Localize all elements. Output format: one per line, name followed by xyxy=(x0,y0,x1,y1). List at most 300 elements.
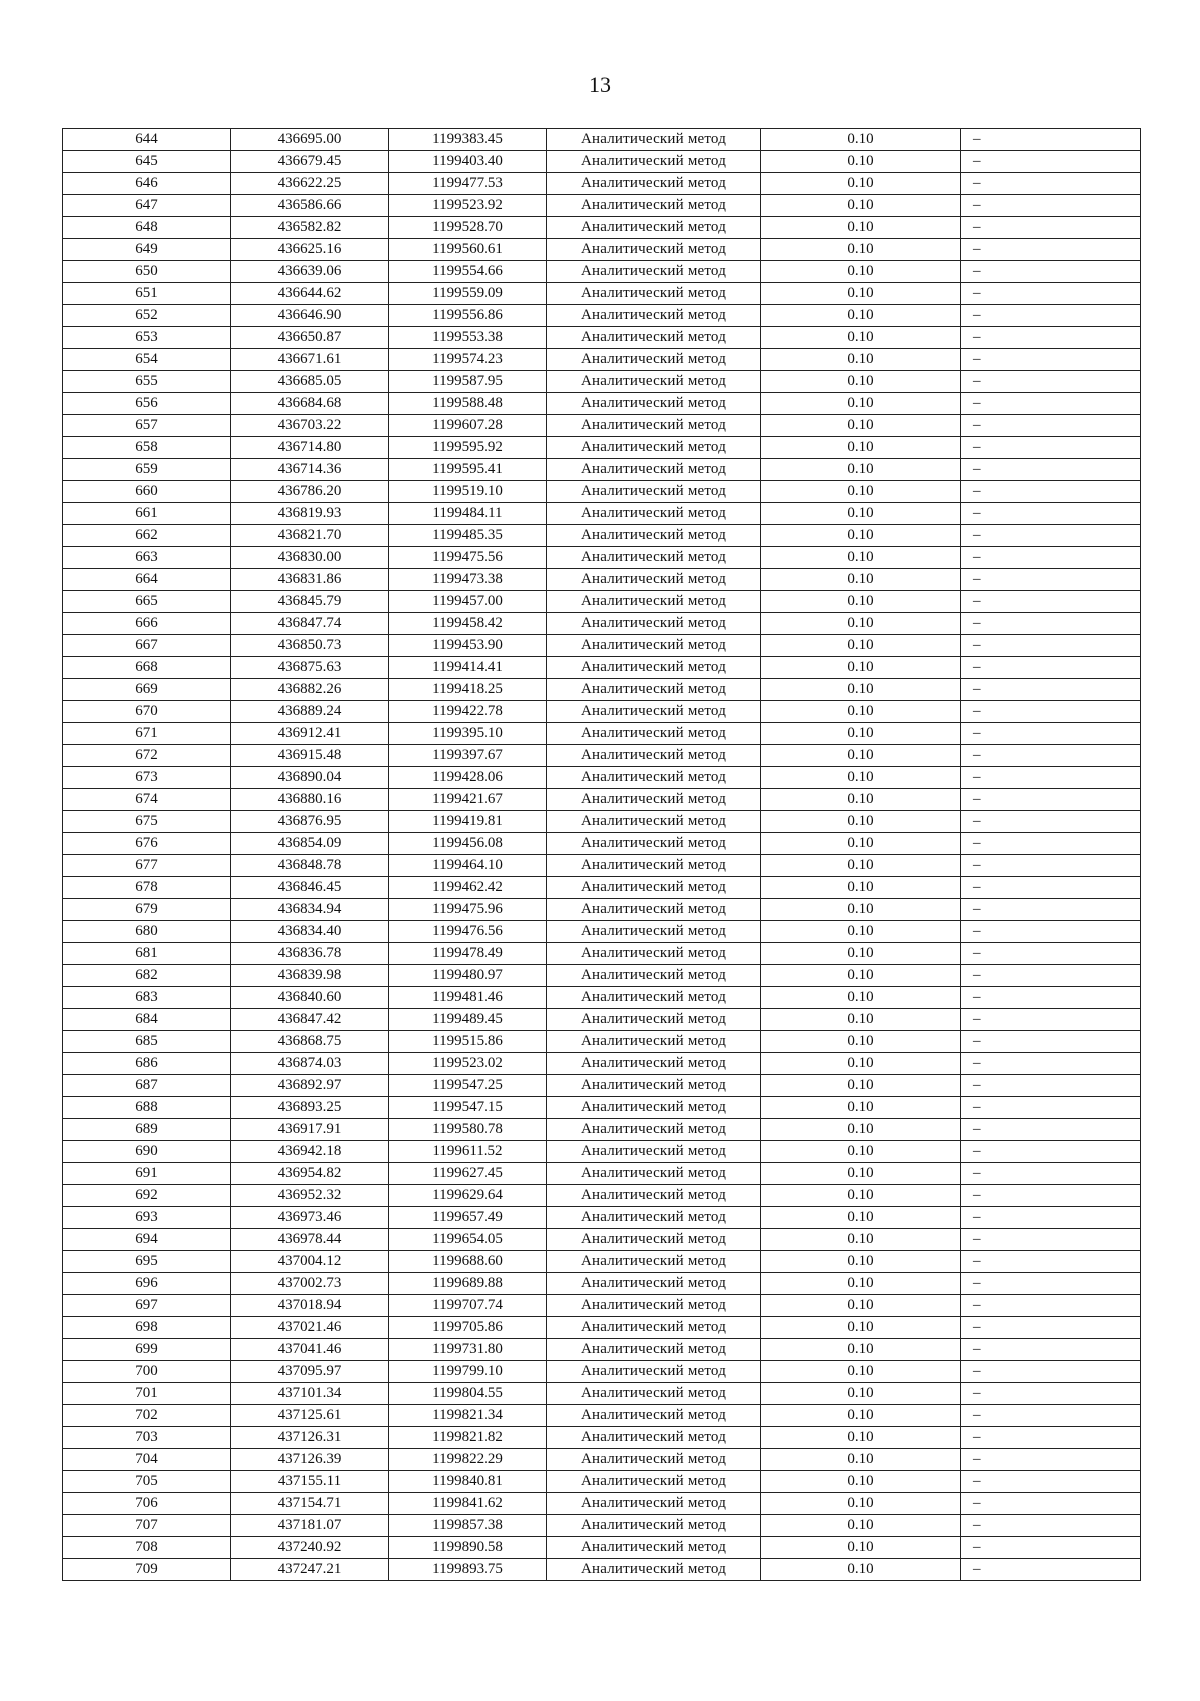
table-row xyxy=(63,195,1141,217)
y-coordinate-cell: 1199654.05 xyxy=(389,1229,547,1251)
table-row xyxy=(63,1207,1141,1229)
note-cell: – xyxy=(961,327,1141,349)
point-number-cell: 690 xyxy=(63,1141,231,1163)
method-cell: Аналитический метод xyxy=(547,1053,761,1075)
method-cell: Аналитический метод xyxy=(547,481,761,503)
point-number-cell: 665 xyxy=(63,591,231,613)
accuracy-cell: 0.10 xyxy=(761,987,961,1009)
method-cell: Аналитический метод xyxy=(547,1141,761,1163)
method-cell: Аналитический метод xyxy=(547,833,761,855)
x-coordinate-cell: 436695.00 xyxy=(231,129,389,151)
method-cell: Аналитический метод xyxy=(547,1559,761,1581)
table-row xyxy=(63,459,1141,481)
method-cell: Аналитический метод xyxy=(547,745,761,767)
method-cell: Аналитический метод xyxy=(547,855,761,877)
x-coordinate-cell: 436876.95 xyxy=(231,811,389,833)
x-coordinate-cell: 436840.60 xyxy=(231,987,389,1009)
point-number-cell: 688 xyxy=(63,1097,231,1119)
table-row xyxy=(63,327,1141,349)
x-coordinate-cell: 436917.91 xyxy=(231,1119,389,1141)
method-cell: Аналитический метод xyxy=(547,1427,761,1449)
x-coordinate-cell: 437095.97 xyxy=(231,1361,389,1383)
point-number-cell: 691 xyxy=(63,1163,231,1185)
note-cell: – xyxy=(961,173,1141,195)
note-cell: – xyxy=(961,701,1141,723)
x-coordinate-cell: 437154.71 xyxy=(231,1493,389,1515)
x-coordinate-cell: 436893.25 xyxy=(231,1097,389,1119)
x-coordinate-cell: 436978.44 xyxy=(231,1229,389,1251)
note-cell: – xyxy=(961,855,1141,877)
point-number-cell: 675 xyxy=(63,811,231,833)
point-number-cell: 697 xyxy=(63,1295,231,1317)
table-row xyxy=(63,217,1141,239)
table-row xyxy=(63,1361,1141,1383)
y-coordinate-cell: 1199523.02 xyxy=(389,1053,547,1075)
y-coordinate-cell: 1199475.96 xyxy=(389,899,547,921)
method-cell: Аналитический метод xyxy=(547,1273,761,1295)
y-coordinate-cell: 1199822.29 xyxy=(389,1449,547,1471)
x-coordinate-cell: 436821.70 xyxy=(231,525,389,547)
table-row xyxy=(63,1493,1141,1515)
method-cell: Аналитический метод xyxy=(547,767,761,789)
note-cell: – xyxy=(961,943,1141,965)
accuracy-cell: 0.10 xyxy=(761,1163,961,1185)
point-number-cell: 680 xyxy=(63,921,231,943)
x-coordinate-cell: 436847.74 xyxy=(231,613,389,635)
accuracy-cell: 0.10 xyxy=(761,437,961,459)
x-coordinate-cell: 436892.97 xyxy=(231,1075,389,1097)
y-coordinate-cell: 1199519.10 xyxy=(389,481,547,503)
table-row xyxy=(63,635,1141,657)
x-coordinate-cell: 436679.45 xyxy=(231,151,389,173)
method-cell: Аналитический метод xyxy=(547,459,761,481)
accuracy-cell: 0.10 xyxy=(761,635,961,657)
y-coordinate-cell: 1199689.88 xyxy=(389,1273,547,1295)
note-cell: – xyxy=(961,591,1141,613)
y-coordinate-cell: 1199731.80 xyxy=(389,1339,547,1361)
note-cell: – xyxy=(961,1537,1141,1559)
x-coordinate-cell: 436671.61 xyxy=(231,349,389,371)
accuracy-cell: 0.10 xyxy=(761,239,961,261)
y-coordinate-cell: 1199528.70 xyxy=(389,217,547,239)
table-row xyxy=(63,1559,1141,1581)
table-row xyxy=(63,591,1141,613)
note-cell: – xyxy=(961,1075,1141,1097)
point-number-cell: 672 xyxy=(63,745,231,767)
point-number-cell: 692 xyxy=(63,1185,231,1207)
y-coordinate-cell: 1199418.25 xyxy=(389,679,547,701)
method-cell: Аналитический метод xyxy=(547,1075,761,1097)
y-coordinate-cell: 1199457.00 xyxy=(389,591,547,613)
point-number-cell: 667 xyxy=(63,635,231,657)
table-row xyxy=(63,679,1141,701)
x-coordinate-cell: 436714.36 xyxy=(231,459,389,481)
accuracy-cell: 0.10 xyxy=(761,151,961,173)
point-number-cell: 650 xyxy=(63,261,231,283)
accuracy-cell: 0.10 xyxy=(761,1405,961,1427)
y-coordinate-cell: 1199453.90 xyxy=(389,635,547,657)
method-cell: Аналитический метод xyxy=(547,1185,761,1207)
point-number-cell: 698 xyxy=(63,1317,231,1339)
x-coordinate-cell: 436854.09 xyxy=(231,833,389,855)
point-number-cell: 676 xyxy=(63,833,231,855)
method-cell: Аналитический метод xyxy=(547,503,761,525)
method-cell: Аналитический метод xyxy=(547,1471,761,1493)
note-cell: – xyxy=(961,833,1141,855)
accuracy-cell: 0.10 xyxy=(761,1273,961,1295)
y-coordinate-cell: 1199397.67 xyxy=(389,745,547,767)
table-row xyxy=(63,1075,1141,1097)
method-cell: Аналитический метод xyxy=(547,679,761,701)
table-row xyxy=(63,349,1141,371)
x-coordinate-cell: 436845.79 xyxy=(231,591,389,613)
accuracy-cell: 0.10 xyxy=(761,1207,961,1229)
note-cell: – xyxy=(961,1229,1141,1251)
y-coordinate-cell: 1199456.08 xyxy=(389,833,547,855)
x-coordinate-cell: 436915.48 xyxy=(231,745,389,767)
point-number-cell: 704 xyxy=(63,1449,231,1471)
method-cell: Аналитический метод xyxy=(547,965,761,987)
x-coordinate-cell: 436834.94 xyxy=(231,899,389,921)
method-cell: Аналитический метод xyxy=(547,635,761,657)
x-coordinate-cell: 436831.86 xyxy=(231,569,389,591)
note-cell: – xyxy=(961,217,1141,239)
note-cell: – xyxy=(961,1251,1141,1273)
note-cell: – xyxy=(961,547,1141,569)
accuracy-cell: 0.10 xyxy=(761,921,961,943)
accuracy-cell: 0.10 xyxy=(761,767,961,789)
table-row xyxy=(63,525,1141,547)
table-row xyxy=(63,239,1141,261)
x-coordinate-cell: 437240.92 xyxy=(231,1537,389,1559)
y-coordinate-cell: 1199414.41 xyxy=(389,657,547,679)
method-cell: Аналитический метод xyxy=(547,327,761,349)
method-cell: Аналитический метод xyxy=(547,943,761,965)
y-coordinate-cell: 1199688.60 xyxy=(389,1251,547,1273)
y-coordinate-cell: 1199580.78 xyxy=(389,1119,547,1141)
x-coordinate-cell: 436890.04 xyxy=(231,767,389,789)
method-cell: Аналитический метод xyxy=(547,1493,761,1515)
note-cell: – xyxy=(961,1031,1141,1053)
x-coordinate-cell: 436954.82 xyxy=(231,1163,389,1185)
y-coordinate-cell: 1199559.09 xyxy=(389,283,547,305)
point-number-cell: 659 xyxy=(63,459,231,481)
point-number-cell: 648 xyxy=(63,217,231,239)
note-cell: – xyxy=(961,349,1141,371)
x-coordinate-cell: 436703.22 xyxy=(231,415,389,437)
note-cell: – xyxy=(961,503,1141,525)
accuracy-cell: 0.10 xyxy=(761,415,961,437)
method-cell: Аналитический метод xyxy=(547,305,761,327)
note-cell: – xyxy=(961,921,1141,943)
note-cell: – xyxy=(961,987,1141,1009)
y-coordinate-cell: 1199458.42 xyxy=(389,613,547,635)
note-cell: – xyxy=(961,1119,1141,1141)
point-number-cell: 709 xyxy=(63,1559,231,1581)
method-cell: Аналитический метод xyxy=(547,1251,761,1273)
point-number-cell: 660 xyxy=(63,481,231,503)
point-number-cell: 696 xyxy=(63,1273,231,1295)
x-coordinate-cell: 436952.32 xyxy=(231,1185,389,1207)
point-number-cell: 686 xyxy=(63,1053,231,1075)
table-row xyxy=(63,503,1141,525)
method-cell: Аналитический метод xyxy=(547,1515,761,1537)
y-coordinate-cell: 1199595.41 xyxy=(389,459,547,481)
x-coordinate-cell: 437155.11 xyxy=(231,1471,389,1493)
point-number-cell: 664 xyxy=(63,569,231,591)
table-row xyxy=(63,1273,1141,1295)
x-coordinate-cell: 436685.05 xyxy=(231,371,389,393)
y-coordinate-cell: 1199547.15 xyxy=(389,1097,547,1119)
table-row xyxy=(63,283,1141,305)
method-cell: Аналитический метод xyxy=(547,1229,761,1251)
method-cell: Аналитический метод xyxy=(547,1031,761,1053)
method-cell: Аналитический метод xyxy=(547,173,761,195)
table-row xyxy=(63,1471,1141,1493)
y-coordinate-cell: 1199462.42 xyxy=(389,877,547,899)
point-number-cell: 685 xyxy=(63,1031,231,1053)
accuracy-cell: 0.10 xyxy=(761,1559,961,1581)
x-coordinate-cell: 436874.03 xyxy=(231,1053,389,1075)
point-number-cell: 706 xyxy=(63,1493,231,1515)
accuracy-cell: 0.10 xyxy=(761,1229,961,1251)
note-cell: – xyxy=(961,811,1141,833)
accuracy-cell: 0.10 xyxy=(761,305,961,327)
y-coordinate-cell: 1199657.49 xyxy=(389,1207,547,1229)
accuracy-cell: 0.10 xyxy=(761,547,961,569)
accuracy-cell: 0.10 xyxy=(761,1031,961,1053)
accuracy-cell: 0.10 xyxy=(761,613,961,635)
accuracy-cell: 0.10 xyxy=(761,481,961,503)
table-row xyxy=(63,767,1141,789)
point-number-cell: 662 xyxy=(63,525,231,547)
accuracy-cell: 0.10 xyxy=(761,1449,961,1471)
table-body xyxy=(63,129,1141,1581)
method-cell: Аналитический метод xyxy=(547,393,761,415)
point-number-cell: 651 xyxy=(63,283,231,305)
y-coordinate-cell: 1199395.10 xyxy=(389,723,547,745)
method-cell: Аналитический метод xyxy=(547,569,761,591)
x-coordinate-cell: 437021.46 xyxy=(231,1317,389,1339)
method-cell: Аналитический метод xyxy=(547,151,761,173)
accuracy-cell: 0.10 xyxy=(761,1361,961,1383)
accuracy-cell: 0.10 xyxy=(761,1427,961,1449)
accuracy-cell: 0.10 xyxy=(761,1295,961,1317)
note-cell: – xyxy=(961,415,1141,437)
table-row xyxy=(63,1295,1141,1317)
method-cell: Аналитический метод xyxy=(547,283,761,305)
table-row xyxy=(63,1449,1141,1471)
table-row xyxy=(63,1141,1141,1163)
note-cell: – xyxy=(961,305,1141,327)
coordinates-table xyxy=(62,128,1141,1581)
point-number-cell: 705 xyxy=(63,1471,231,1493)
table-row xyxy=(63,877,1141,899)
x-coordinate-cell: 436830.00 xyxy=(231,547,389,569)
y-coordinate-cell: 1199595.92 xyxy=(389,437,547,459)
table-row xyxy=(63,1163,1141,1185)
method-cell: Аналитический метод xyxy=(547,1339,761,1361)
table-row xyxy=(63,899,1141,921)
point-number-cell: 661 xyxy=(63,503,231,525)
note-cell: – xyxy=(961,1009,1141,1031)
accuracy-cell: 0.10 xyxy=(761,283,961,305)
x-coordinate-cell: 436836.78 xyxy=(231,943,389,965)
method-cell: Аналитический метод xyxy=(547,921,761,943)
x-coordinate-cell: 436622.25 xyxy=(231,173,389,195)
page-number: 13 xyxy=(589,72,611,97)
point-number-cell: 707 xyxy=(63,1515,231,1537)
method-cell: Аналитический метод xyxy=(547,129,761,151)
point-number-cell: 671 xyxy=(63,723,231,745)
table-row xyxy=(63,789,1141,811)
accuracy-cell: 0.10 xyxy=(761,503,961,525)
note-cell: – xyxy=(961,1471,1141,1493)
method-cell: Аналитический метод xyxy=(547,1317,761,1339)
accuracy-cell: 0.10 xyxy=(761,789,961,811)
table-row xyxy=(63,855,1141,877)
table-row xyxy=(63,987,1141,1009)
table-row xyxy=(63,1317,1141,1339)
accuracy-cell: 0.10 xyxy=(761,745,961,767)
note-cell: – xyxy=(961,1053,1141,1075)
x-coordinate-cell: 436847.42 xyxy=(231,1009,389,1031)
point-number-cell: 684 xyxy=(63,1009,231,1031)
note-cell: – xyxy=(961,195,1141,217)
y-coordinate-cell: 1199383.45 xyxy=(389,129,547,151)
x-coordinate-cell: 437125.61 xyxy=(231,1405,389,1427)
point-number-cell: 695 xyxy=(63,1251,231,1273)
accuracy-cell: 0.10 xyxy=(761,525,961,547)
table-row xyxy=(63,1185,1141,1207)
note-cell: – xyxy=(961,459,1141,481)
point-number-cell: 652 xyxy=(63,305,231,327)
y-coordinate-cell: 1199553.38 xyxy=(389,327,547,349)
method-cell: Аналитический метод xyxy=(547,1361,761,1383)
method-cell: Аналитический метод xyxy=(547,437,761,459)
accuracy-cell: 0.10 xyxy=(761,657,961,679)
point-number-cell: 702 xyxy=(63,1405,231,1427)
method-cell: Аналитический метод xyxy=(547,415,761,437)
x-coordinate-cell: 436819.93 xyxy=(231,503,389,525)
point-number-cell: 649 xyxy=(63,239,231,261)
note-cell: – xyxy=(961,569,1141,591)
method-cell: Аналитический метод xyxy=(547,1537,761,1559)
method-cell: Аналитический метод xyxy=(547,371,761,393)
accuracy-cell: 0.10 xyxy=(761,1185,961,1207)
accuracy-cell: 0.10 xyxy=(761,327,961,349)
method-cell: Аналитический метод xyxy=(547,1163,761,1185)
point-number-cell: 694 xyxy=(63,1229,231,1251)
note-cell: – xyxy=(961,129,1141,151)
accuracy-cell: 0.10 xyxy=(761,833,961,855)
note-cell: – xyxy=(961,679,1141,701)
method-cell: Аналитический метод xyxy=(547,217,761,239)
note-cell: – xyxy=(961,1493,1141,1515)
note-cell: – xyxy=(961,525,1141,547)
table-row xyxy=(63,151,1141,173)
method-cell: Аналитический метод xyxy=(547,723,761,745)
accuracy-cell: 0.10 xyxy=(761,965,961,987)
y-coordinate-cell: 1199821.82 xyxy=(389,1427,547,1449)
table-row xyxy=(63,811,1141,833)
method-cell: Аналитический метод xyxy=(547,1009,761,1031)
y-coordinate-cell: 1199489.45 xyxy=(389,1009,547,1031)
accuracy-cell: 0.10 xyxy=(761,723,961,745)
note-cell: – xyxy=(961,1273,1141,1295)
note-cell: – xyxy=(961,613,1141,635)
y-coordinate-cell: 1199556.86 xyxy=(389,305,547,327)
y-coordinate-cell: 1199478.49 xyxy=(389,943,547,965)
y-coordinate-cell: 1199629.64 xyxy=(389,1185,547,1207)
accuracy-cell: 0.10 xyxy=(761,1493,961,1515)
table-row xyxy=(63,1405,1141,1427)
method-cell: Аналитический метод xyxy=(547,1383,761,1405)
point-number-cell: 653 xyxy=(63,327,231,349)
note-cell: – xyxy=(961,1295,1141,1317)
accuracy-cell: 0.10 xyxy=(761,569,961,591)
x-coordinate-cell: 436973.46 xyxy=(231,1207,389,1229)
accuracy-cell: 0.10 xyxy=(761,1009,961,1031)
y-coordinate-cell: 1199799.10 xyxy=(389,1361,547,1383)
note-cell: – xyxy=(961,239,1141,261)
note-cell: – xyxy=(961,1339,1141,1361)
point-number-cell: 673 xyxy=(63,767,231,789)
accuracy-cell: 0.10 xyxy=(761,1339,961,1361)
accuracy-cell: 0.10 xyxy=(761,459,961,481)
point-number-cell: 708 xyxy=(63,1537,231,1559)
y-coordinate-cell: 1199464.10 xyxy=(389,855,547,877)
note-cell: – xyxy=(961,657,1141,679)
x-coordinate-cell: 436644.62 xyxy=(231,283,389,305)
method-cell: Аналитический метод xyxy=(547,239,761,261)
point-number-cell: 700 xyxy=(63,1361,231,1383)
y-coordinate-cell: 1199588.48 xyxy=(389,393,547,415)
table-row xyxy=(63,921,1141,943)
accuracy-cell: 0.10 xyxy=(761,1097,961,1119)
table-row xyxy=(63,305,1141,327)
table-row xyxy=(63,415,1141,437)
note-cell: – xyxy=(961,1515,1141,1537)
point-number-cell: 677 xyxy=(63,855,231,877)
accuracy-cell: 0.10 xyxy=(761,1383,961,1405)
x-coordinate-cell: 436912.41 xyxy=(231,723,389,745)
note-cell: – xyxy=(961,1317,1141,1339)
y-coordinate-cell: 1199627.45 xyxy=(389,1163,547,1185)
point-number-cell: 644 xyxy=(63,129,231,151)
point-number-cell: 656 xyxy=(63,393,231,415)
x-coordinate-cell: 436880.16 xyxy=(231,789,389,811)
note-cell: – xyxy=(961,745,1141,767)
point-number-cell: 669 xyxy=(63,679,231,701)
y-coordinate-cell: 1199421.67 xyxy=(389,789,547,811)
point-number-cell: 663 xyxy=(63,547,231,569)
table-row xyxy=(63,129,1141,151)
point-number-cell: 646 xyxy=(63,173,231,195)
y-coordinate-cell: 1199587.95 xyxy=(389,371,547,393)
note-cell: – xyxy=(961,1141,1141,1163)
table-row xyxy=(63,1251,1141,1273)
method-cell: Аналитический метод xyxy=(547,657,761,679)
note-cell: – xyxy=(961,1427,1141,1449)
note-cell: – xyxy=(961,371,1141,393)
table-row xyxy=(63,613,1141,635)
table-row xyxy=(63,1383,1141,1405)
table-row xyxy=(63,1339,1141,1361)
y-coordinate-cell: 1199547.25 xyxy=(389,1075,547,1097)
x-coordinate-cell: 437101.34 xyxy=(231,1383,389,1405)
y-coordinate-cell: 1199607.28 xyxy=(389,415,547,437)
